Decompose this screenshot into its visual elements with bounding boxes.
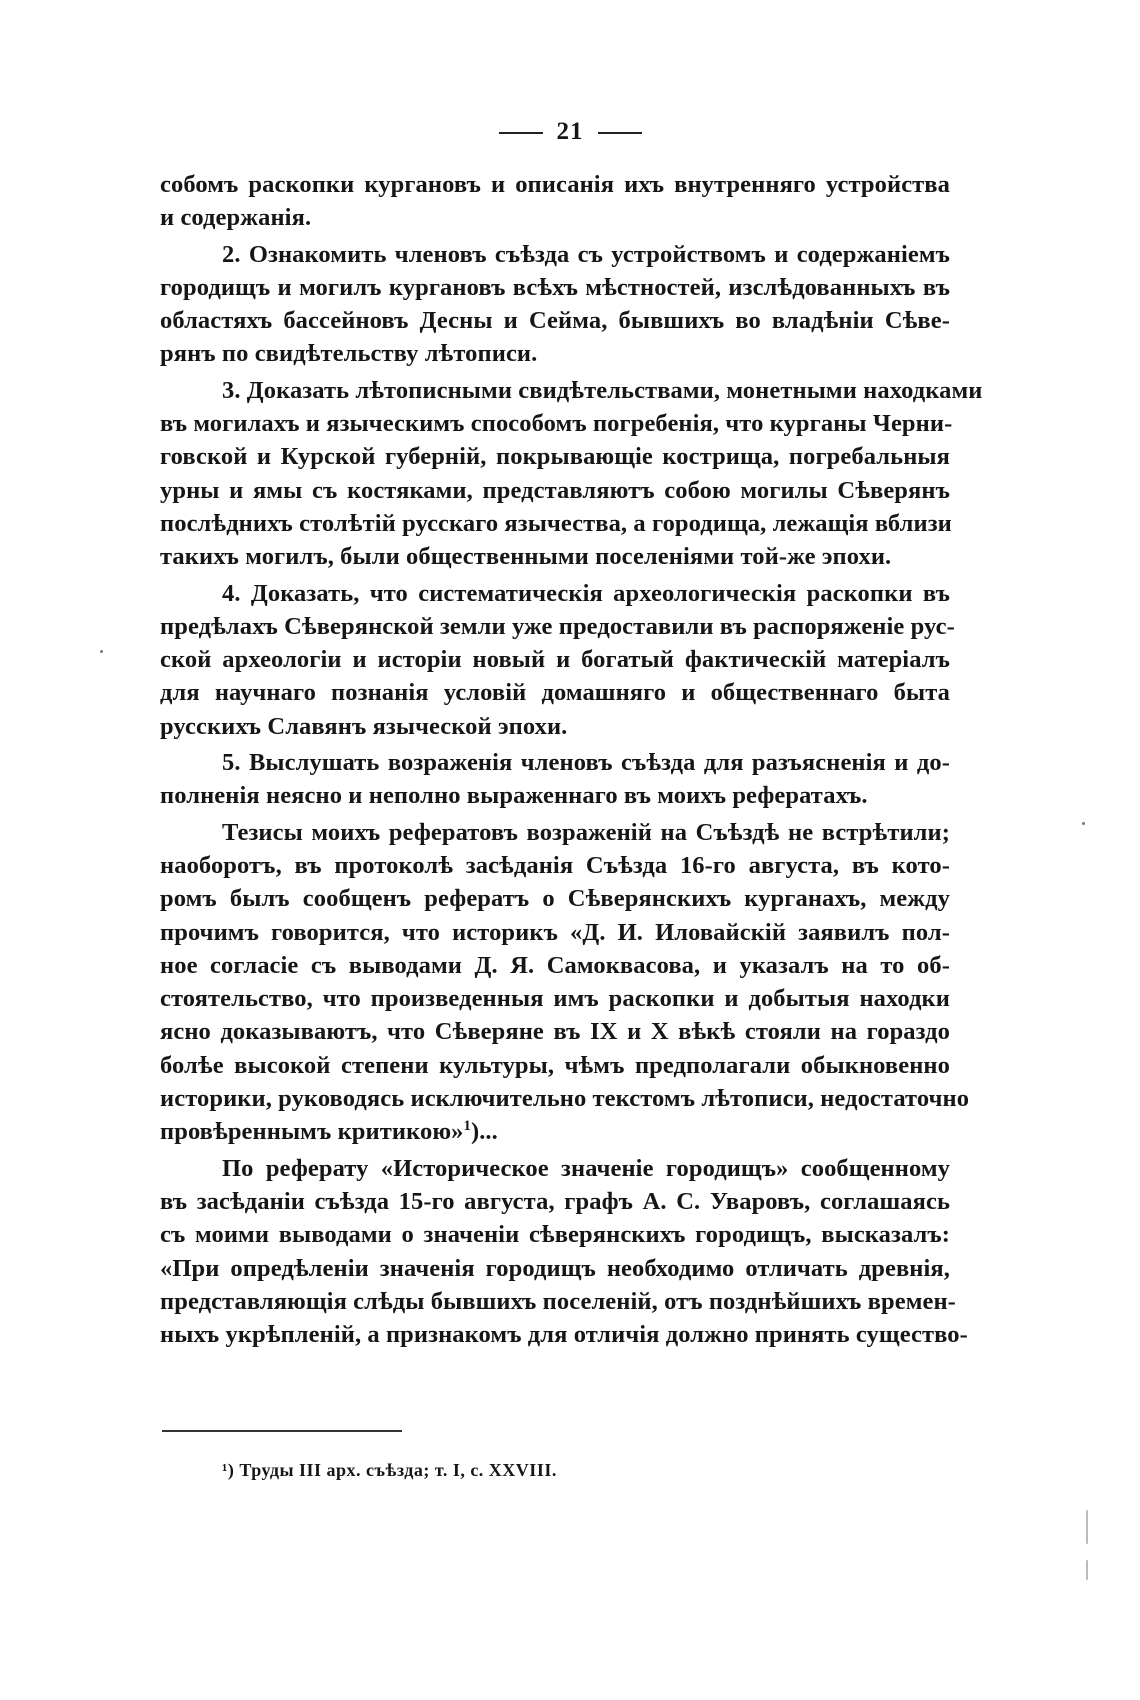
text-line: урны и ямы съ костяками, представляютъ собою могилы Сѣверянъ xyxy=(160,476,950,504)
text-line: историки, руководясь исключительно текстомъ лѣтописи, недостаточно xyxy=(160,1085,970,1113)
text-line: и содержанія. xyxy=(160,204,312,232)
scan-speck xyxy=(100,650,103,653)
text-line: для научнаго познанія условій домашняго и общественнаго быта xyxy=(160,679,950,707)
paragraph-uvarov xyxy=(160,1152,968,1352)
text-line: послѣднихъ столѣтій русскаго язычества, а городища, лежащія вблизи xyxy=(160,509,952,537)
footnote-marker: ¹) xyxy=(222,1460,235,1480)
page-number xyxy=(0,118,1140,146)
text-line: болѣе высокой степени культуры, чѣмъ предполагали обыкновенно xyxy=(160,1051,950,1079)
scan-speck xyxy=(1086,1560,1088,1580)
header-dash-left xyxy=(499,132,543,134)
scan-speck xyxy=(1082,822,1085,825)
header-dash-right xyxy=(598,132,642,134)
page-number-value: 21 xyxy=(556,118,584,145)
text-line: въ засѣданіи съѣзда 15-го августа, графъ А. С. Уваровъ, соглашаясь xyxy=(160,1187,950,1215)
text-line: Тезисы моихъ рефератовъ возраженій на Съѣздѣ не встрѣтили; xyxy=(222,818,950,846)
paragraph-item-5 xyxy=(160,746,950,779)
text-line: стоятельство, что произведенныя имъ раскопки и добытыя находки xyxy=(160,985,950,1013)
text-line: «При опредѣленіи значенія городищъ необходимо отличать древнія, xyxy=(160,1254,950,1282)
paragraph-theses xyxy=(160,816,970,1116)
text-line: прочимъ говорится, что историкъ «Д. И. Иловайскій заявилъ пол- xyxy=(160,918,950,946)
footnote-reference: 1 xyxy=(463,1118,471,1135)
text-line: ное согласіе съ выводами Д. Я. Самоквасова, и указалъ на то об- xyxy=(160,951,950,979)
text-line: наоборотъ, въ протоколѣ засѣданія Съѣзда 16-го августа, въ кото- xyxy=(160,851,950,879)
text-line: рянъ по свидѣтельству лѣтописи. xyxy=(160,340,538,368)
text-line: По реферату «Историческое значеніе городищъ» сообщенному xyxy=(222,1154,950,1182)
text-line: представляющія слѣды бывшихъ поселеній, отъ позднѣйшихъ времен- xyxy=(160,1287,956,1315)
paragraph-item-4 xyxy=(160,577,955,710)
text-line-tail: )... xyxy=(470,1118,498,1146)
text-line: собомъ раскопки кургановъ и описанія ихъ внутренняго устройства xyxy=(160,171,950,198)
scan-speck xyxy=(1086,1510,1088,1544)
text-line-content: провѣреннымъ критикою» xyxy=(160,1118,464,1146)
paragraph-continuation xyxy=(160,168,950,201)
text-line: ромъ былъ сообщенъ рефератъ о Сѣверянскихъ курганахъ, между xyxy=(160,885,950,913)
footnote-text: Труды III арх. съѣзда; т. I, с. XXVIII. xyxy=(239,1460,557,1480)
text-line: русскихъ Славянъ языческой эпохи. xyxy=(160,712,568,740)
text-line: такихъ могилъ, были общественными поселеніями той-же эпохи. xyxy=(160,543,892,571)
text-line: городищъ и могилъ кургановъ всѣхъ мѣстностей, изслѣдованныхъ въ xyxy=(160,273,950,301)
text-line: 2. Ознакомить членовъ съѣзда съ устройствомъ и содержаніемъ xyxy=(222,240,950,268)
text-line: ныхъ укрѣпленій, а признакомъ для отличія должно принять существо- xyxy=(160,1321,968,1349)
paragraph-item-2 xyxy=(160,238,950,338)
text-line: ясно доказываютъ, что Сѣверяне въ IX и X вѣкѣ стояли на гораздо xyxy=(160,1018,950,1046)
text-line: полненія неясно и неполно выраженнаго въ моихъ рефератахъ. xyxy=(160,782,868,810)
text-line: говской и Курской губерній, покрывающіе кострища, погребальныя xyxy=(160,443,950,471)
text-line: 5. Выслушать возраженія членовъ съѣзда для разъясненія и до- xyxy=(222,749,950,777)
text-line: 4. Доказать, что систематическія археологическія раскопки въ xyxy=(222,579,950,607)
body-text xyxy=(160,168,983,1351)
text-line: съ моими выводами о значеніи сѣверянскихъ городищъ, высказалъ: xyxy=(160,1221,950,1249)
footnote-divider xyxy=(162,1430,402,1432)
text-line: въ могилахъ и языческимъ способомъ погребенія, что курганы Черни- xyxy=(160,410,953,438)
text-line xyxy=(160,1115,950,1148)
text-line: предѣлахъ Сѣверянской земли уже предоставили въ распоряженіе рус- xyxy=(160,612,955,640)
footnote xyxy=(222,1460,557,1481)
text-line: ской археологіи и исторіи новый и богатый фактическій матеріалъ xyxy=(160,646,950,674)
text-line: областяхъ бассейновъ Десны и Сейма, бывшихъ во владѣніи Сѣве- xyxy=(160,307,950,335)
text-line: 3. Доказать лѣтописными свидѣтельствами, монетными находками xyxy=(222,376,983,404)
paragraph-item-3 xyxy=(160,374,983,540)
